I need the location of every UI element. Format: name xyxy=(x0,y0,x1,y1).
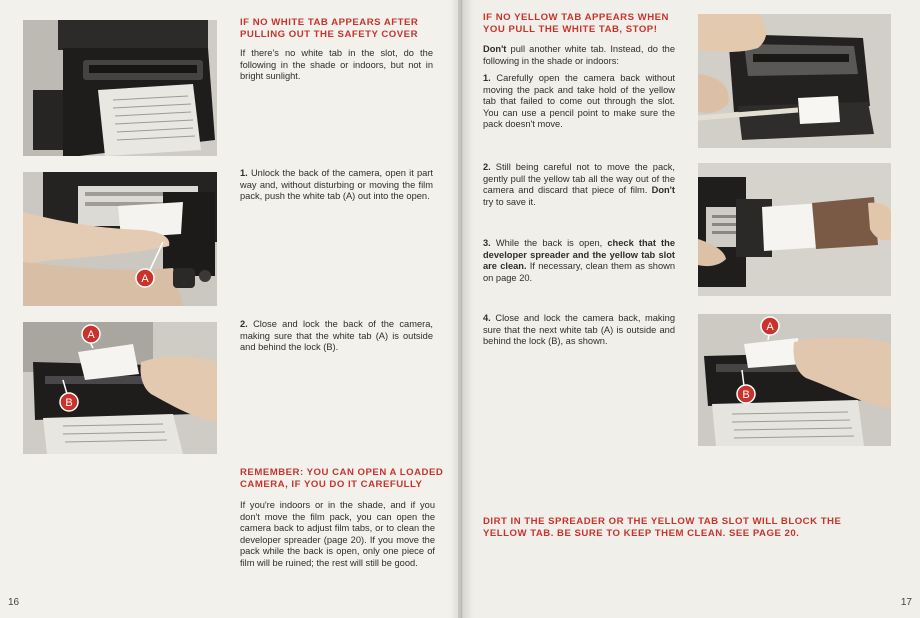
right-step-2 xyxy=(483,162,675,208)
right-step-4 xyxy=(483,313,675,348)
right-step-3 xyxy=(483,238,675,284)
heading-remember-line-2: CAMERA, IF YOU DO IT CAREFULLY xyxy=(240,479,423,490)
intro-bold-dont: Don't xyxy=(483,44,507,54)
heading-remember-line-1: REMEMBER: YOU CAN OPEN A LOADED xyxy=(240,467,444,478)
left-step-1-text: Unlock the back of the camera, open it part way and, without disturbing or moving the film pack, push the white tab (A) out into the open. xyxy=(240,168,433,202)
right-step-2-bold: Don't xyxy=(651,185,675,196)
left-step-2-text: Close and lock the back of the camera, making sure that the white tab (A) is outside and behind the lock (B). xyxy=(240,319,433,353)
right-step-3-text-after: If necessary, clean them as shown on page 20. xyxy=(483,261,676,283)
remember-text: If you're indoors or in the shade, and if you don't move the film pack, you can open the camera back to adjust film tabs, or to clean the developer spreader (page 20). If you move the pack while the back is open, only one piece of film will be ruined; the rest will still be good. xyxy=(240,500,435,568)
book-gutter xyxy=(450,0,474,618)
intro-rest: pull another white tab. Instead, do the following in the shade or indoors: xyxy=(483,44,675,66)
photo-close-lock-back xyxy=(23,322,217,454)
photo-camera-no-white-tab xyxy=(23,20,217,156)
heading-remember xyxy=(240,467,445,491)
photo3-label-a: A xyxy=(87,329,95,341)
right-photo3-label-a: A xyxy=(766,321,774,333)
heading-no-white-tab xyxy=(240,17,440,41)
right-step-2-text-after: try to save it. xyxy=(483,196,536,207)
photo-open-back-yellow-tab xyxy=(698,14,891,148)
right-step-3-bold: check that the developer spreader and the yellow tab slot are clean. xyxy=(483,238,675,272)
left-step-1 xyxy=(240,168,433,203)
right-step-1-number: 1. xyxy=(483,73,491,83)
photo2-label-a: A xyxy=(141,273,149,285)
warning-line-1: DIRT IN THE SPREADER OR THE YELLOW TAB SLOT WILL BLOCK THE xyxy=(483,516,842,527)
intro-no-white-tab: If there's no white tab in the slot, do the following in the shade or indoors, but not in bright sunlight. xyxy=(240,48,433,82)
left-step-2-number: 2. xyxy=(240,319,248,329)
photo3-label-b: B xyxy=(65,397,73,409)
page-17 xyxy=(462,0,920,618)
page-number-17: 17 xyxy=(900,597,912,608)
heading-line-2: PULLING OUT THE SAFETY COVER xyxy=(240,29,418,40)
intro-no-yellow-tab xyxy=(483,44,675,67)
right-step-4-number: 4. xyxy=(483,313,491,323)
photo-pull-yellow-tab xyxy=(698,163,891,296)
photo-push-white-tab xyxy=(23,172,217,306)
right-step-2-number: 2. xyxy=(483,162,491,172)
right-step-2-text-before: Still being careful not to move the pack, gently pull the yellow tab all the way out of the camera and discard that piece of film. xyxy=(483,162,675,196)
left-step-2 xyxy=(240,319,433,354)
warning-line-2: YELLOW TAB. BE SURE TO KEEP THEM CLEAN. SEE PAGE 20. xyxy=(483,528,800,539)
right-photo3-label-b: B xyxy=(742,389,750,401)
left-step-1-number: 1. xyxy=(240,168,248,178)
heading-line-1: IF NO WHITE TAB APPEARS AFTER xyxy=(240,17,419,28)
heading-no-yellow-tab xyxy=(483,12,693,36)
right-step-3-number: 3. xyxy=(483,238,491,248)
photo-close-lock-camera-back xyxy=(698,314,891,446)
warning-dirt-spreader xyxy=(483,516,863,540)
heading-yellow-line-1: IF NO YELLOW TAB APPEARS WHEN xyxy=(483,12,669,23)
right-step-4-text: Close and lock the camera back, making sure that the next white tab (A) is outside and behind the lock (B), as shown. xyxy=(483,313,675,347)
right-step-3-text-before: While the back is open, xyxy=(495,238,608,248)
right-step-1 xyxy=(483,73,675,131)
page-16 xyxy=(0,0,458,618)
heading-yellow-line-2: YOU PULL THE WHITE TAB, STOP! xyxy=(483,24,658,35)
page-number-16: 16 xyxy=(8,597,20,608)
right-step-1-text: Carefully open the camera back without moving the pack and take hold of the yellow tab that failed to come out through the slot. You can use a pencil point to make sure the pack doesn't move. xyxy=(483,73,675,130)
